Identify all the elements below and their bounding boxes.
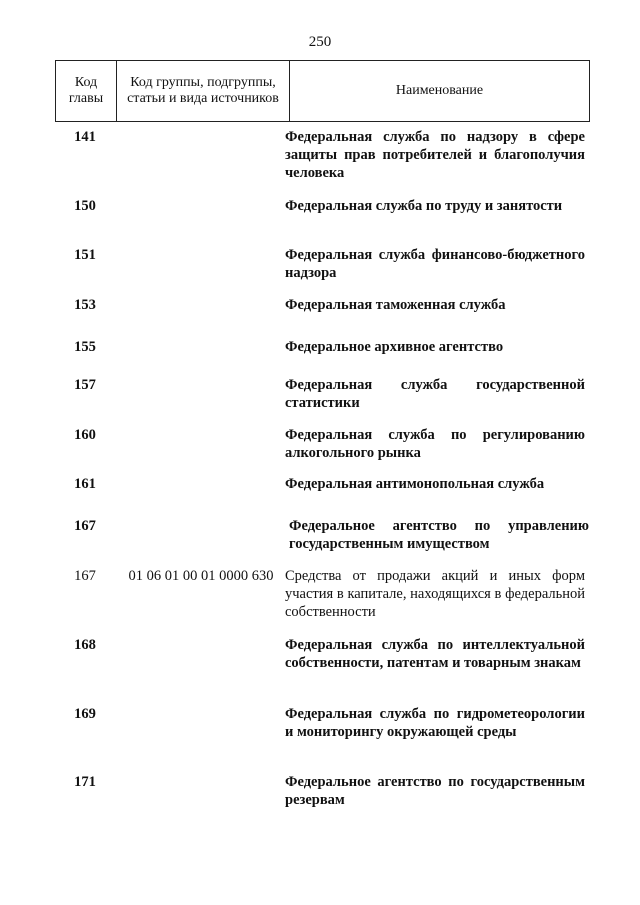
- entry-name: Федеральная служба по гидрометеорологии и мониторингу окружающей среды: [285, 706, 585, 740]
- header-chapter-code: Код главы: [56, 61, 117, 121]
- chapter-code: 167: [74, 568, 96, 584]
- chapter-code: 160: [74, 427, 96, 443]
- chapter-code: 168: [74, 637, 96, 653]
- chapter-code: 151: [74, 247, 96, 263]
- chapter-code: 157: [74, 377, 96, 393]
- chapter-code: 161: [74, 476, 96, 492]
- table-header: [55, 60, 590, 122]
- entry-name: Средства от продажи акций и иных форм участия в капитале, находящихся в федеральной собственности: [285, 568, 585, 620]
- page-number: 250: [308, 34, 332, 50]
- entry-name: Федеральное агентство по государственным резервам: [285, 774, 585, 808]
- source-code: 01 06 01 00 01 0000 630: [128, 568, 274, 584]
- header-name: Наименование: [395, 83, 484, 98]
- chapter-code: 141: [74, 129, 96, 145]
- entry-name: Федеральная служба по интеллектуальной собственности, патентам и товарным знакам: [285, 637, 585, 671]
- entry-name: Федеральная антимонопольная служба: [285, 476, 545, 492]
- chapter-code: 167: [74, 518, 96, 534]
- chapter-code: 150: [74, 198, 96, 214]
- chapter-code: 169: [74, 706, 96, 722]
- chapter-code: 171: [74, 774, 96, 790]
- header-source-code: Код группы, подгруппы, статьи и вида источников: [117, 61, 290, 121]
- chapter-code: 155: [74, 339, 96, 355]
- entry-name: Федеральное агентство по управлению государственным имуществом: [289, 518, 589, 552]
- entry-name: Федеральная служба по надзору в сфере защиты прав потребителей и благополучия человека: [285, 129, 585, 181]
- entry-name: Федеральное архивное агентство: [285, 339, 504, 355]
- entry-name: Федеральная служба по регулированию алкогольного рынка: [285, 427, 585, 461]
- entry-name: Федеральная служба по труду и занятости: [285, 198, 563, 214]
- entry-name: Федеральная служба государственной статистики: [285, 377, 585, 411]
- entry-name: Федеральная таможенная служба: [285, 297, 506, 313]
- chapter-code: 153: [74, 297, 96, 313]
- entry-name: Федеральная служба финансово-бюджетного надзора: [285, 247, 585, 281]
